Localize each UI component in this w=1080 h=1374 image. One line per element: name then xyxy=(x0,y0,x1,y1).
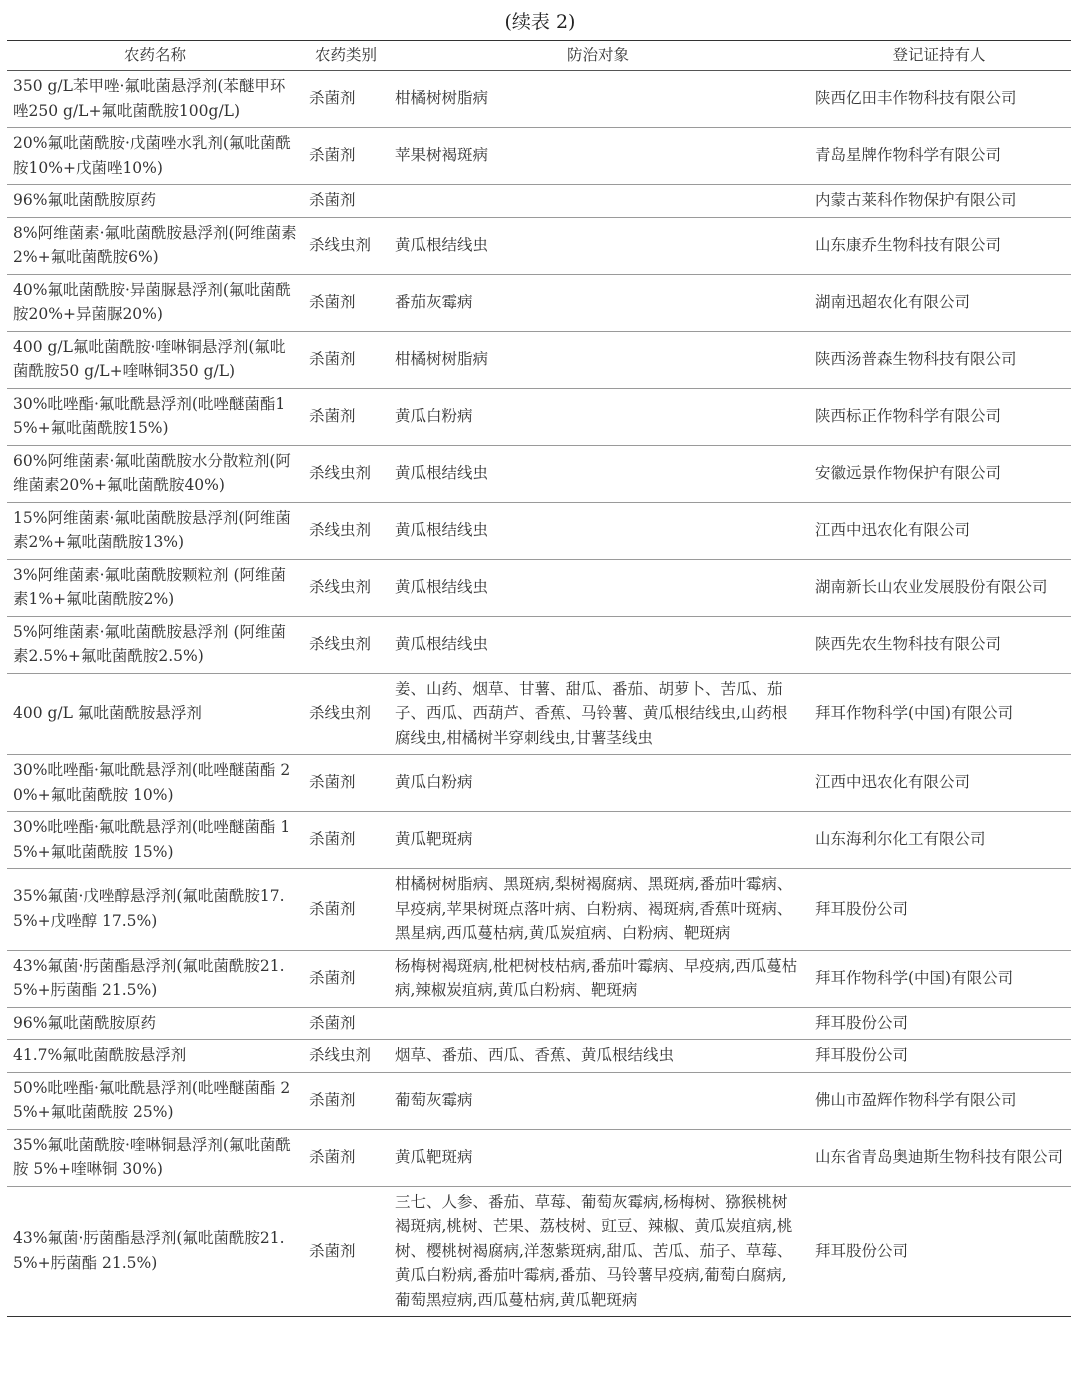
cell-control-target: 葡萄灰霉病 xyxy=(395,1090,473,1109)
cell-pesticide-type: 杀线虫剂 xyxy=(309,634,372,653)
cell-control-target: 黄瓜根结线虫 xyxy=(395,463,489,482)
cell-control-target: 苹果树褐斑病 xyxy=(395,146,489,165)
cell-pesticide-type: 杀菌剂 xyxy=(309,1013,356,1032)
cell-registrant: 山东康乔生物科技有限公司 xyxy=(815,235,1002,254)
cell-registrant: 安徽远景作物保护有限公司 xyxy=(815,463,1002,482)
cell-control-target: 姜、山药、烟草、甘薯、甜瓜、番茄、胡萝卜、苦瓜、茄子、西瓜、西葫芦、香蕉、马铃薯、黄瓜根结线虫,山药根腐线虫,柑橘树半穿刺线虫,甘薯茎线虫 xyxy=(395,679,788,747)
cell-pesticide-type: 杀菌剂 xyxy=(309,146,356,165)
table-row xyxy=(7,274,1071,331)
cell-pesticide-type: 杀线虫剂 xyxy=(309,235,372,254)
cell-registrant: 江西中迅农化有限公司 xyxy=(815,520,971,539)
cell-pesticide-type: 杀菌剂 xyxy=(309,349,356,368)
table-row xyxy=(7,217,1071,274)
table-row xyxy=(7,445,1071,502)
table-row xyxy=(7,331,1071,388)
cell-pesticide-type: 杀菌剂 xyxy=(309,1090,356,1109)
cell-control-target: 黄瓜白粉病 xyxy=(395,773,473,792)
header-pesticide-name: 农药名称 xyxy=(123,46,186,65)
cell-pesticide-name: 30%吡唑酯·氟吡酰悬浮剂(吡唑醚菌酯 20%+氟吡菌酰胺 10%) xyxy=(13,761,291,804)
cell-pesticide-name: 50%吡唑酯·氟吡酰悬浮剂(吡唑醚菌酯 25%+氟吡菌酰胺 25%) xyxy=(13,1078,291,1121)
table-row xyxy=(7,1040,1071,1073)
header-control-target: 防治对象 xyxy=(566,46,629,65)
cell-pesticide-name: 40%氟吡菌酰胺·异菌脲悬浮剂(氟吡菌酰胺20%+异菌脲20%) xyxy=(13,280,291,323)
table-row xyxy=(7,1072,1071,1129)
cell-registrant: 内蒙古莱科作物保护有限公司 xyxy=(815,191,1017,209)
cell-pesticide-name: 35%氟菌·戊唑醇悬浮剂(氟吡菌酰胺17.5%+戊唑醇 17.5%) xyxy=(13,887,285,930)
table-row xyxy=(7,1129,1071,1186)
cell-registrant: 湖南新长山农业发展股份有限公司 xyxy=(815,577,1048,596)
cell-pesticide-type: 杀菌剂 xyxy=(309,1147,356,1166)
table-row xyxy=(7,71,1071,128)
table-header xyxy=(7,41,1071,71)
cell-pesticide-name: 400 g/L氟吡菌酰胺·喹啉铜悬浮剂(氟吡菌酰胺50 g/L+喹啉铜350 g/L) xyxy=(13,337,286,380)
cell-control-target: 烟草、番茄、西瓜、香蕉、黄瓜根结线虫 xyxy=(395,1046,675,1064)
cell-pesticide-name: 41.7%氟吡菌酰胺悬浮剂 xyxy=(13,1046,187,1064)
cell-pesticide-name: 400 g/L 氟吡菌酰胺悬浮剂 xyxy=(13,704,202,722)
cell-registrant: 拜耳股份公司 xyxy=(815,1013,909,1032)
cell-registrant: 拜耳作物科学(中国)有限公司 xyxy=(815,704,1014,722)
table-row xyxy=(7,812,1071,869)
cell-pesticide-name: 43%氟菌·肟菌酯悬浮剂(氟吡菌酰胺21.5%+肟菌酯 21.5%) xyxy=(13,1229,285,1272)
cell-pesticide-name: 5%阿维菌素·氟吡菌酰胺悬浮剂 (阿维菌素2.5%+氟吡菌酰胺2.5%) xyxy=(13,622,286,665)
cell-pesticide-type: 杀菌剂 xyxy=(309,830,356,849)
cell-pesticide-name: 96%氟吡菌酰胺原药 xyxy=(13,191,156,209)
cell-control-target: 黄瓜靶斑病 xyxy=(395,830,473,849)
cell-pesticide-type: 杀线虫剂 xyxy=(309,520,372,539)
cell-registrant: 拜耳股份公司 xyxy=(815,1046,909,1064)
cell-pesticide-type: 杀菌剂 xyxy=(309,1241,356,1260)
cell-control-target: 番茄灰霉病 xyxy=(395,292,473,311)
cell-pesticide-name: 15%阿维菌素·氟吡菌酰胺悬浮剂(阿维菌素2%+氟吡菌酰胺13%) xyxy=(13,508,291,551)
cell-pesticide-name: 8%阿维菌素·氟吡菌酰胺悬浮剂(阿维菌素2%+氟吡菌酰胺6%) xyxy=(13,223,297,266)
cell-pesticide-type: 杀线虫剂 xyxy=(309,577,372,596)
cell-registrant: 江西中迅农化有限公司 xyxy=(815,773,971,792)
cell-pesticide-name: 30%吡唑酯·氟吡酰悬浮剂(吡唑醚菌酯15%+氟吡菌酰胺15%) xyxy=(13,394,286,437)
cell-registrant: 陕西亿田丰作物科技有限公司 xyxy=(815,89,1017,108)
cell-control-target: 柑橘树树脂病、黑斑病,梨树褐腐病、黑斑病,番茄叶霉病、早疫病,苹果树斑点落叶病、白粉病、褐斑病,香蕉叶斑病、黑星病,西瓜蔓枯病,黄瓜炭疽病、白粉病、靶斑病 xyxy=(395,875,793,942)
cell-control-target: 黄瓜根结线虫 xyxy=(395,577,489,596)
cell-pesticide-type: 杀菌剂 xyxy=(309,191,356,209)
cell-pesticide-type: 杀线虫剂 xyxy=(309,1046,372,1064)
table-caption: (续表 2) xyxy=(504,11,576,33)
cell-registrant: 青岛星牌作物科学有限公司 xyxy=(815,146,1002,165)
header-row xyxy=(7,41,1071,71)
table-row xyxy=(7,673,1071,755)
header-pesticide-type: 农药类别 xyxy=(314,46,377,65)
cell-pesticide-name: 60%阿维菌素·氟吡菌酰胺水分散粒剂(阿维菌素20%+氟吡菌酰胺40%) xyxy=(13,451,291,494)
table-row xyxy=(7,388,1071,445)
cell-control-target: 黄瓜根结线虫 xyxy=(395,634,489,653)
cell-control-target: 黄瓜白粉病 xyxy=(395,406,473,425)
cell-pesticide-name: 35%氟吡菌酰胺·喹啉铜悬浮剂(氟吡菌酰胺 5%+喹啉铜 30%) xyxy=(13,1135,291,1178)
cell-pesticide-type: 杀菌剂 xyxy=(309,292,356,311)
cell-control-target: 黄瓜根结线虫 xyxy=(395,520,489,539)
cell-pesticide-type: 杀菌剂 xyxy=(309,773,356,792)
table-body xyxy=(7,71,1071,1317)
cell-control-target xyxy=(389,185,807,218)
cell-pesticide-name: 20%氟吡菌酰胺·戊菌唑水乳剂(氟吡菌酰胺10%+戊菌唑10%) xyxy=(13,134,291,177)
cell-registrant: 拜耳股份公司 xyxy=(815,1241,909,1260)
cell-pesticide-type: 杀菌剂 xyxy=(309,406,356,425)
cell-pesticide-type: 杀菌剂 xyxy=(309,968,356,987)
cell-registrant: 拜耳作物科学(中国)有限公司 xyxy=(815,968,1014,987)
table-row xyxy=(7,1007,1071,1040)
cell-registrant: 山东省青岛奥迪斯生物科技有限公司 xyxy=(815,1147,1064,1166)
cell-registrant: 陕西先农生物科技有限公司 xyxy=(815,634,1002,653)
cell-pesticide-name: 3%阿维菌素·氟吡菌酰胺颗粒剂 (阿维菌素1%+氟吡菌酰胺2%) xyxy=(13,565,286,608)
table-row xyxy=(7,502,1071,559)
table-row xyxy=(7,1186,1071,1317)
pesticide-registration-table xyxy=(7,40,1071,1317)
cell-control-target: 柑橘树树脂病 xyxy=(395,89,489,108)
cell-pesticide-type: 杀线虫剂 xyxy=(309,704,372,722)
cell-control-target: 杨梅树褐斑病,枇杷树枝枯病,番茄叶霉病、早疫病,西瓜蔓枯病,辣椒炭疽病,黄瓜白粉病、靶斑病 xyxy=(395,956,798,999)
table-row xyxy=(7,185,1071,218)
cell-pesticide-name: 350 g/L苯甲唑·氟吡菌悬浮剂(苯醚甲环唑250 g/L+氟吡菌酰胺100g/L) xyxy=(13,77,286,120)
cell-control-target: 三七、人参、番茄、草莓、葡萄灰霉病,杨梅树、猕猴桃树褐斑病,桃树、芒果、荔枝树、豇豆、辣椒、黄瓜炭疽病,桃树、樱桃树褐腐病,洋葱紫斑病,甜瓜、苦瓜、茄子、草莓、黄瓜白粉病,番茄叶霉病,番茄、马铃薯早疫病,葡萄白腐病,葡萄黑痘病,西瓜蔓枯病,黄瓜靶斑病 xyxy=(395,1192,793,1309)
cell-control-target: 黄瓜靶斑病 xyxy=(395,1147,473,1166)
cell-control-target xyxy=(389,1007,807,1040)
cell-registrant: 陕西标正作物科学有限公司 xyxy=(815,406,1002,425)
table-row xyxy=(7,869,1071,951)
cell-control-target: 柑橘树树脂病 xyxy=(395,349,489,368)
table-row xyxy=(7,950,1071,1007)
table-row xyxy=(7,755,1071,812)
cell-pesticide-type: 杀菌剂 xyxy=(309,89,356,108)
cell-pesticide-name: 96%氟吡菌酰胺原药 xyxy=(13,1013,156,1032)
cell-pesticide-type: 杀菌剂 xyxy=(309,899,356,918)
cell-registrant: 陕西汤普森生物科技有限公司 xyxy=(815,349,1017,368)
cell-registrant: 拜耳股份公司 xyxy=(815,899,909,918)
table-row xyxy=(7,616,1071,673)
header-registrant: 登记证持有人 xyxy=(892,46,986,65)
cell-pesticide-type: 杀线虫剂 xyxy=(309,463,372,482)
cell-pesticide-name: 43%氟菌·肟菌酯悬浮剂(氟吡菌酰胺21.5%+肟菌酯 21.5%) xyxy=(13,956,285,999)
cell-registrant: 山东海利尔化工有限公司 xyxy=(815,830,986,849)
cell-registrant: 湖南迅超农化有限公司 xyxy=(815,292,971,311)
table-row xyxy=(7,128,1071,185)
cell-control-target: 黄瓜根结线虫 xyxy=(395,235,489,254)
cell-pesticide-name: 30%吡唑酯·氟吡酰悬浮剂(吡唑醚菌酯 15%+氟吡菌酰胺 15%) xyxy=(13,818,291,861)
cell-registrant: 佛山市盈辉作物科学有限公司 xyxy=(815,1090,1017,1109)
table-row xyxy=(7,559,1071,616)
